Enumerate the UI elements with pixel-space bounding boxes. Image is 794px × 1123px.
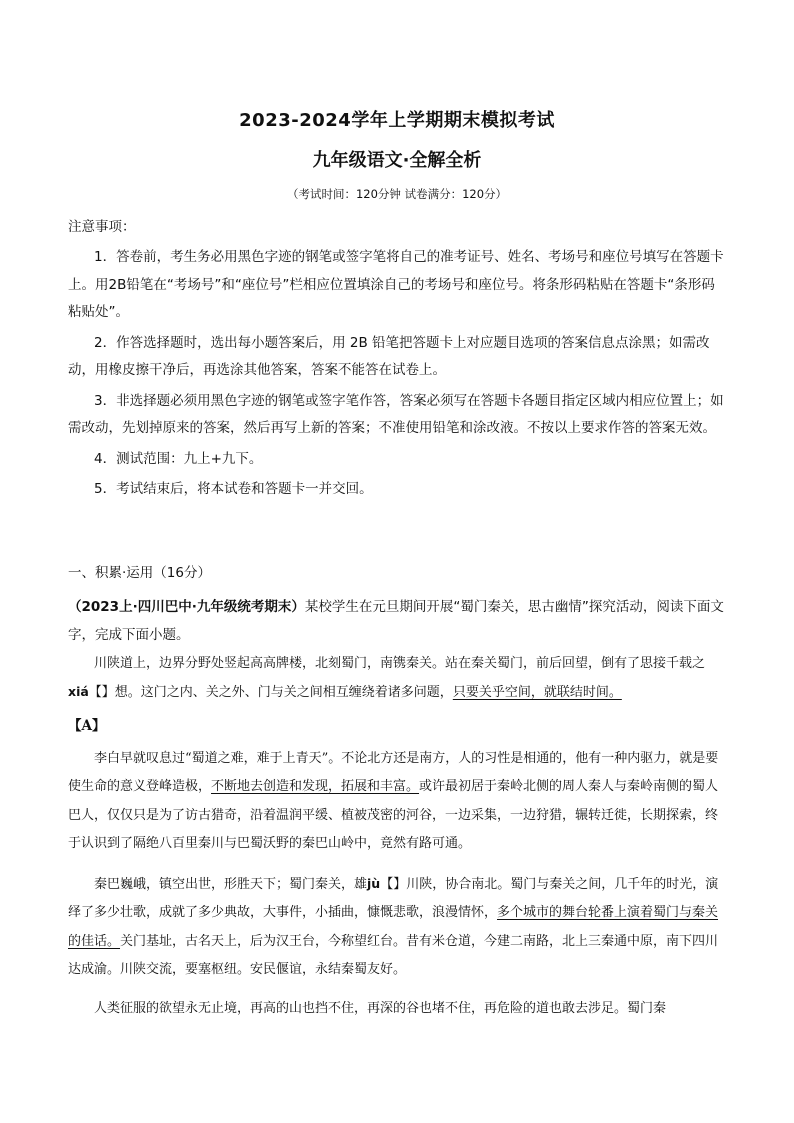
question-prompt: 某校学生在元旦期间开展“蜀门秦关，思古幽情”探究活动，阅读下面文字，完成下面小题。 — [68, 599, 724, 643]
notice-item: 3．非选择题必须用黑色字迹的钢笔或签字笔作答，答案必须写在答题卡各题目指定区域内相应位置上；如需改动，先划掉原来的答案，然后再写上新的答案；不准使用铅笔和涂改液。不按以上要求作答的答案无效。 — [68, 392, 724, 436]
passage-text: 【】想。这门之内、关之外、门与关之间相互缠绕着诸多问题， — [88, 685, 453, 701]
notice-item: 4．测试范围：九上+九下。 — [94, 450, 263, 467]
notice-item: 5．考试结束后，将本试卷和答题卡一并交回。 — [94, 481, 373, 497]
notice-list — [68, 244, 724, 507]
exam-title: 2023-2024学年上学期期末模拟考试 — [239, 110, 555, 131]
passage-text: 关门基址，古名天上，后为汉王台，今称望红台。昔有米仓道，今建二南路，北上三秦通中原，南下四川达成渝。川陕交流，要塞枢纽。安民偃谊，永结秦蜀友好。 — [68, 933, 719, 977]
section-intro — [68, 593, 724, 649]
underlined-sentence: 多个城市的舞台轮番上演着蜀门与秦关的佳话。 — [68, 905, 719, 949]
question-source: （2023上·四川巴中·九年级统考期末） — [68, 599, 305, 615]
passage-paragraph-4 — [68, 995, 724, 1023]
notice-item: 1．答卷前，考生务必用黑色字迹的钢笔或签字笔将自己的准考证号、姓名、考场号和座位号填写在答题卡上。用2B铅笔在“考场号”和“座位号”栏相应位置填涂自己的考场号和座位号。将条形码粘贴在答题卡“条形码粘贴处”。 — [68, 249, 724, 320]
section-heading: 一、积累·运用（16分） — [68, 565, 211, 581]
passage-text: 【】川陕，协合南北。蜀门与秦关之间，几千年的时光，演绎了多少壮歌，成就了多少典故，大事件，小插曲，慷慨悲歌，浪漫情怀， — [68, 877, 719, 921]
exam-subtitle: 九年级语文·全解全析 — [312, 150, 482, 171]
notice-item: 2．作答选择题时，选出每小题答案后，用 2B 铅笔把答题卡上对应题目选项的答案信息点涂黑；如需改动，用橡皮擦干净后，再选涂其他答案，答案不能答在试卷上。 — [68, 334, 710, 378]
passage-paragraph-2 — [68, 745, 724, 858]
passage-text: 人类征服的欲望永无止境，再高的山也挡不住，再深的谷也堵不住，再危险的道也敢去涉足。蜀门秦 — [94, 1001, 667, 1016]
pinyin-blank-hint: xiá — [68, 684, 89, 700]
passage-text: 李白早就叹息过“蜀道之难，难于上青天”。不论北方还是南方，人的习性是相通的，他有一种内驱力，就是要使生命的意义登峰造极， — [68, 751, 719, 795]
section-marker-a: 【A】 — [68, 718, 106, 734]
passage-text: 秦巴巍峨，镇空出世，形胜天下；蜀门秦关，雄 — [94, 877, 368, 892]
passage-text: 川陕道上，边界分野处竖起高高牌楼，北刻蜀门，南镌秦关。站在秦关蜀门，前后回望，倒有了思接千载之 — [94, 656, 706, 671]
passage-text: 或许最初居于秦岭北侧的周人秦人与秦岭南侧的蜀人巴人，仅仅只是为了访古猎奇，沿着温润平缓、植被茂密的河谷，一边采集，一边狩猎，辗转迁徙，长期探索，终于认识到了隔绝八百里秦川与巴蜀沃野的秦巴山岭中，竟然有路可通。 — [68, 779, 719, 851]
pinyin-blank-hint: jù — [367, 876, 381, 891]
passage-paragraph-3 — [68, 870, 724, 984]
notice-heading: 注意事项： — [68, 219, 136, 235]
underlined-sentence: 不断地去创造和发现，拓展和丰富。 — [211, 779, 420, 795]
passage-paragraph-1 — [68, 650, 724, 708]
exam-info: （考试时间：120分钟 试卷满分：120分） — [286, 187, 508, 201]
underlined-sentence: 只要关乎空间，就联结时间。 — [452, 685, 622, 701]
